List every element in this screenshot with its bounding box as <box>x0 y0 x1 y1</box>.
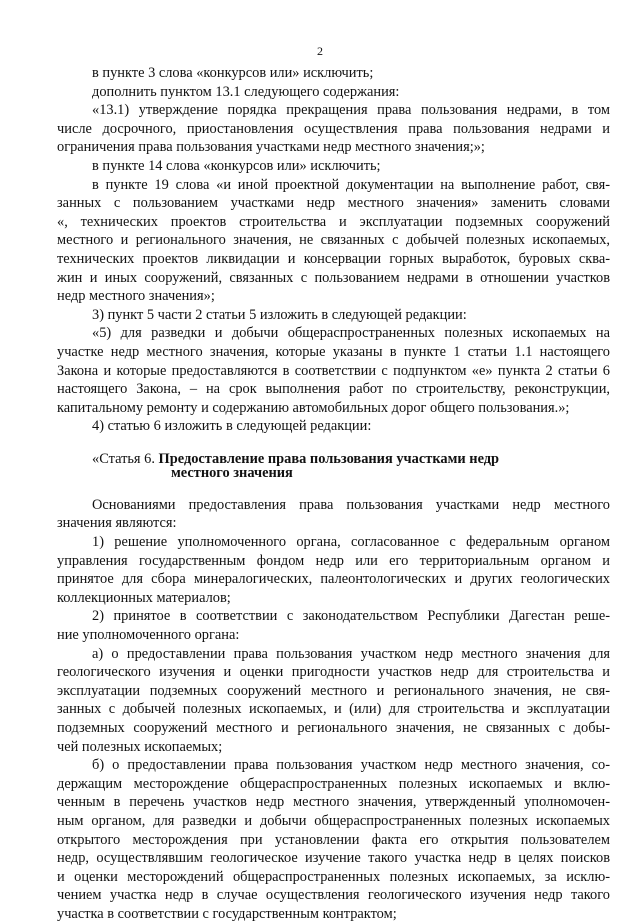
text-line: участка в соответствии с государственным контрактом; <box>57 905 397 922</box>
text-line: «13.1) утверждение порядка прекращения права пользования недрами, в том <box>92 102 610 119</box>
text-line: настоящего Закона, – на срок выполнения работ по строительству, реконструкции, <box>57 381 610 398</box>
text-line: а) о предоставлении права пользования участком недр местного значения для <box>92 645 610 662</box>
text-line: жин и иных сооружений, связанных с пользованием недрами в отношении участков <box>57 269 610 286</box>
amendments-block <box>57 64 610 436</box>
spacer <box>57 480 610 496</box>
text-line: в пункте 3 слова «конкурсов или» исключить; <box>92 65 374 81</box>
text-line: б) о предоставлении права пользования участком недр местного значения, со- <box>92 757 610 774</box>
page-number: 2 <box>317 44 323 58</box>
text-line: занных с пользованием участками недр местного значения» заменить словами <box>57 195 610 212</box>
text-line: 3) пункт 5 части 2 статьи 5 изложить в следующей редакции: <box>92 306 467 323</box>
text-line: ние уполномоченного органа: <box>57 627 240 644</box>
text-line: управления государственным фондом недр или его территориальным органом и <box>57 552 610 569</box>
text-line: чей полезных ископаемых; <box>57 738 223 755</box>
article-title-line1: Предоставление права пользования участками недр <box>158 450 500 467</box>
text-line: недр местного значения»; <box>57 288 215 305</box>
text-line: коллекционных материалов; <box>57 589 231 606</box>
text-line: капитальному ремонту и содержанию автомобильных дорог общего пользования.»; <box>57 399 570 416</box>
article-heading <box>57 452 610 480</box>
text-line: держащим месторождение общераспространенных полезных ископаемых и вклю- <box>57 775 610 792</box>
text-line: принятое для сбора минералогических, палеонтологических и других геологических <box>57 571 610 588</box>
article-title-line2: местного значения <box>171 464 293 481</box>
text-line: 1) решение уполномоченного органа, согласованное с федеральным органом <box>92 534 610 551</box>
text-line: ограничения права пользования участками недр местного значения;»; <box>57 139 485 156</box>
text-line: недр, осуществлявшим геологическое изучение такого участка недр в целях поисков <box>57 850 610 867</box>
text-line: ным органом, для разведки и добычи общераспространенных полезных ископаемых <box>57 812 610 829</box>
text-line: местного и регионального значения, не связанных с добычей полезных ископаемых, <box>57 232 610 249</box>
text-line: геологического изучения и оценки пригодности участков недр для строительства и <box>57 664 610 681</box>
text-line: подземных сооружений местного и регионального значения, не связанных с добы- <box>57 720 610 736</box>
text-line: чением участка недр в случае осуществления геологического изучения недр такого <box>57 887 610 904</box>
article-prefix: «Статья 6. <box>92 450 159 467</box>
text-line: числе досрочного, приостановления осуществления права пользования недрами и <box>57 120 610 137</box>
text-line: ченным в перечень участков недр местного значения, утвержденный уполномочен- <box>57 794 610 811</box>
text-line: 4) статью 6 изложить в следующей редакции: <box>92 418 372 435</box>
text-line: Закона и которые предоставляются в соответствии с подпунктом «е» пункта 2 статьи 6 <box>57 362 610 379</box>
text-line: «, технических проектов строительства и эксплуатации подземных сооружений <box>57 213 610 230</box>
text-line: Основаниями предоставления права пользования участками недр местного <box>92 496 610 513</box>
text-line: «5) для разведки и добычи общераспространенных полезных ископаемых на <box>92 325 610 342</box>
article-text-block <box>57 496 610 924</box>
text-line: и оценки месторождений общераспространенных полезных ископаемых, за исклю- <box>57 868 610 885</box>
text-line: в пункте 14 слова «конкурсов или» исключить; <box>92 157 381 174</box>
text-line: участке недр местного значения, которые указаны в пункте 1 статьи 1.1 настоящего <box>57 343 610 360</box>
text-line: занных с добычей полезных ископаемых, и (или) для строительства и эксплуатации <box>57 701 610 718</box>
text-line: дополнить пунктом 13.1 следующего содержания: <box>92 83 400 100</box>
text-line: эксплуатации подземных сооружений местного и регионального значения, не свя- <box>57 682 610 699</box>
text-line: открытого месторождения при установлении факта его открытия пользователем <box>57 831 610 848</box>
text-line: значения являются: <box>57 515 177 532</box>
document-body <box>57 64 610 924</box>
text-line: технических проектов ликвидации и консервации горных выработок, буровых сква- <box>57 250 610 267</box>
spacer <box>57 436 610 452</box>
text-line: в пункте 19 слова «и иной проектной документации на выполнение работ, свя- <box>92 176 610 193</box>
text-line: 2) принятое в соответствии с законодательством Республики Дагестан реше- <box>92 608 610 625</box>
